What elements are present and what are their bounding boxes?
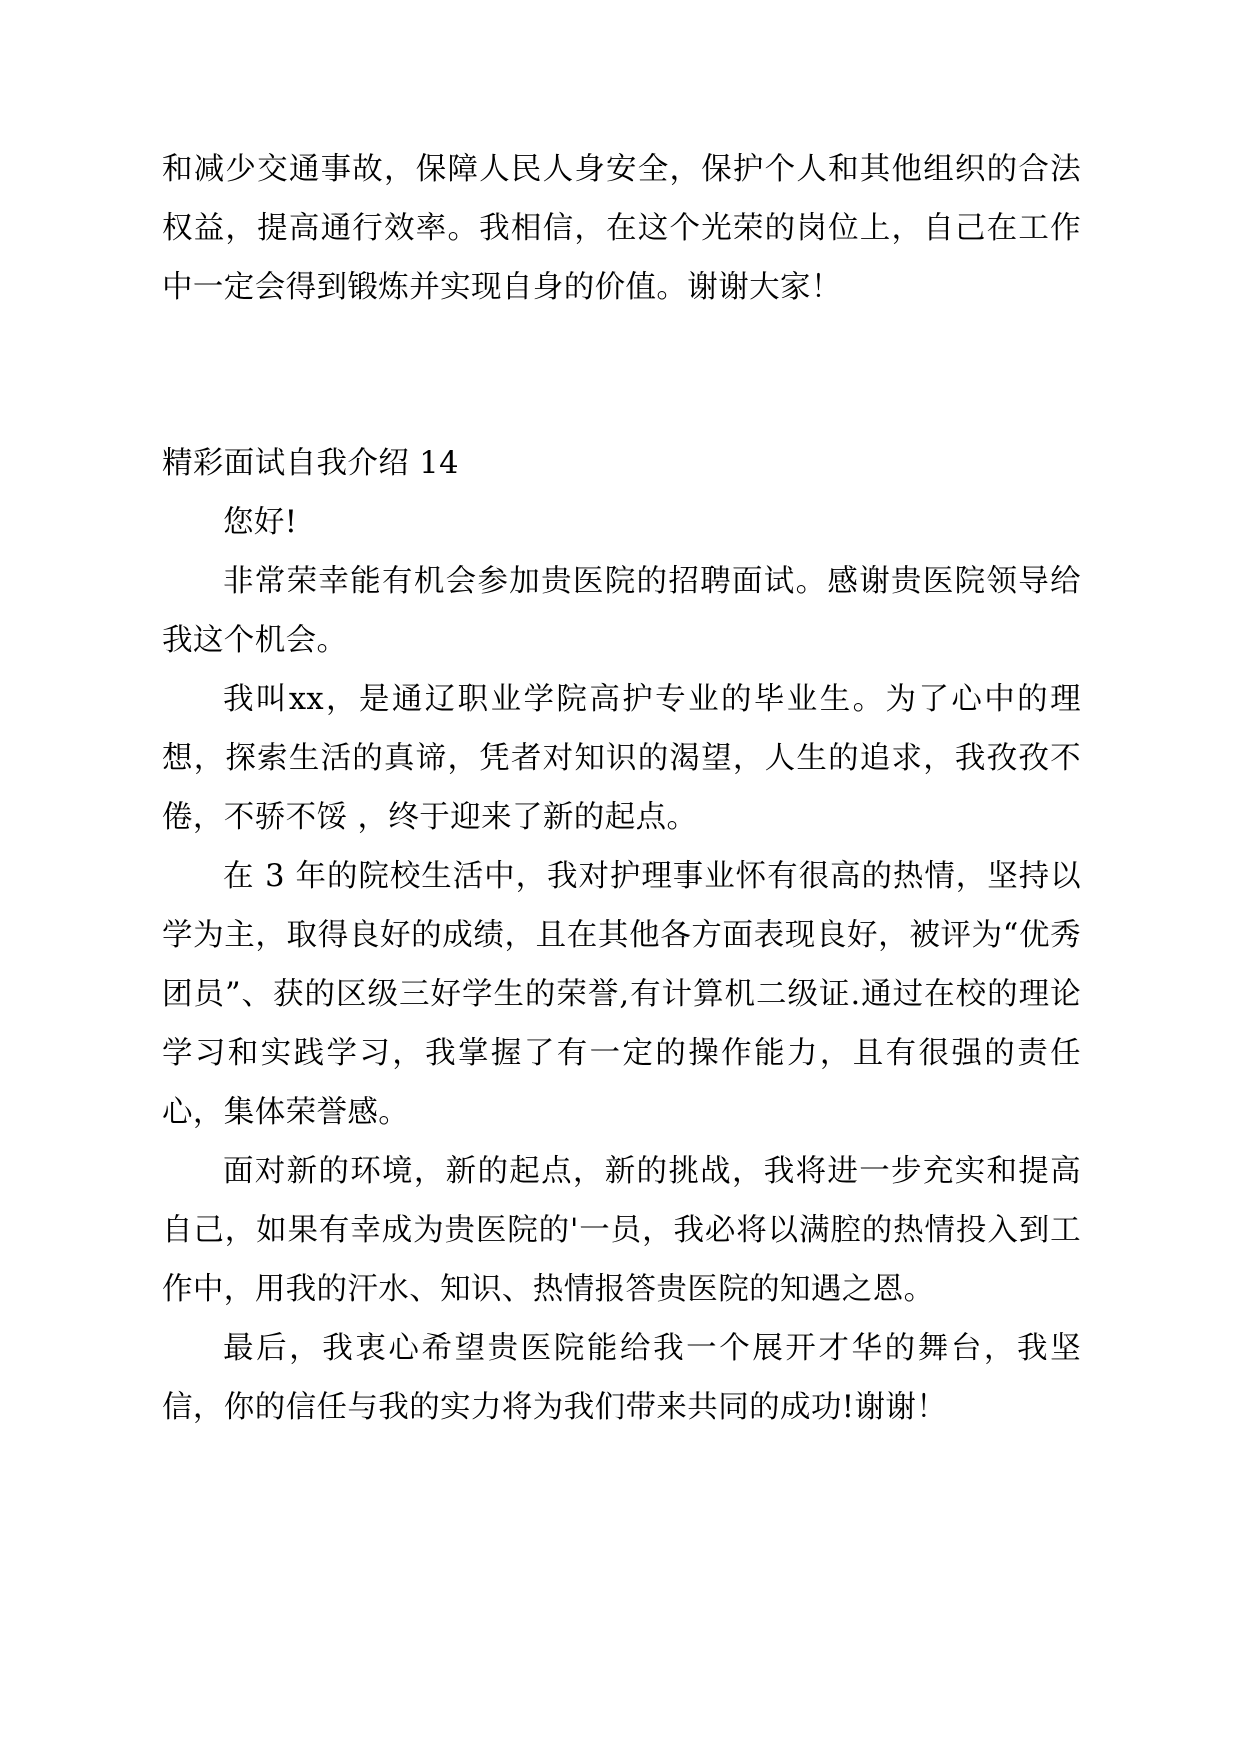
document-body (162, 140, 1081, 1437)
paragraph-thanks: 非常荣幸能有机会参加贵医院的招聘面试。感谢贵医院领导给我这个机会。 (162, 564, 1081, 658)
paragraph-spacer (162, 317, 1081, 376)
paragraph-final-wish: 最后，我衷心希望贵医院能给我一个展开才华的舞台，我坚信，你的信任与我的实力将为我们带来共同的成功!谢谢！ (162, 1331, 1081, 1425)
section-heading: 精彩面试自我介绍 14 (162, 446, 459, 481)
paragraph-future-outlook: 面对新的环境，新的起点，新的挑战，我将进一步充实和提高自己，如果有幸成为贵医院的'一员，我必将以满腔的热情投入到工作中，用我的汗水、知识、热情报答贵医院的知遇之恩。 (162, 1154, 1081, 1307)
paragraph-self-introduction: 我叫xx，是通辽职业学院高护专业的毕业生。为了心中的理想，探索生活的真谛，凭者对知识的渴望，人生的追求，我孜孜不倦，不骄不馁 ，终于迎来了新的起点。 (162, 682, 1081, 835)
paragraph-closing-previous: 和减少交通事故，保障人民人身安全，保护个人和其他组织的合法权益，提高通行效率。我相信，在这个光荣的岗位上，自己在工作中一定会得到锻炼并实现自身的价值。谢谢大家！ (162, 152, 1081, 305)
paragraph-greeting: 您好! (223, 505, 298, 540)
paragraph-school-experience: 在 3 年的院校生活中，我对护理事业怀有很高的热情，坚持以学为主，取得良好的成绩，且在其他各方面表现良好，被评为“优秀团员”、获的区级三好学生的荣誉,有计算机二级证.通过在校的理论学习和实践学习，我掌握了有一定的操作能力，且有很强的责任心，集体荣誉感。 (162, 859, 1081, 1130)
